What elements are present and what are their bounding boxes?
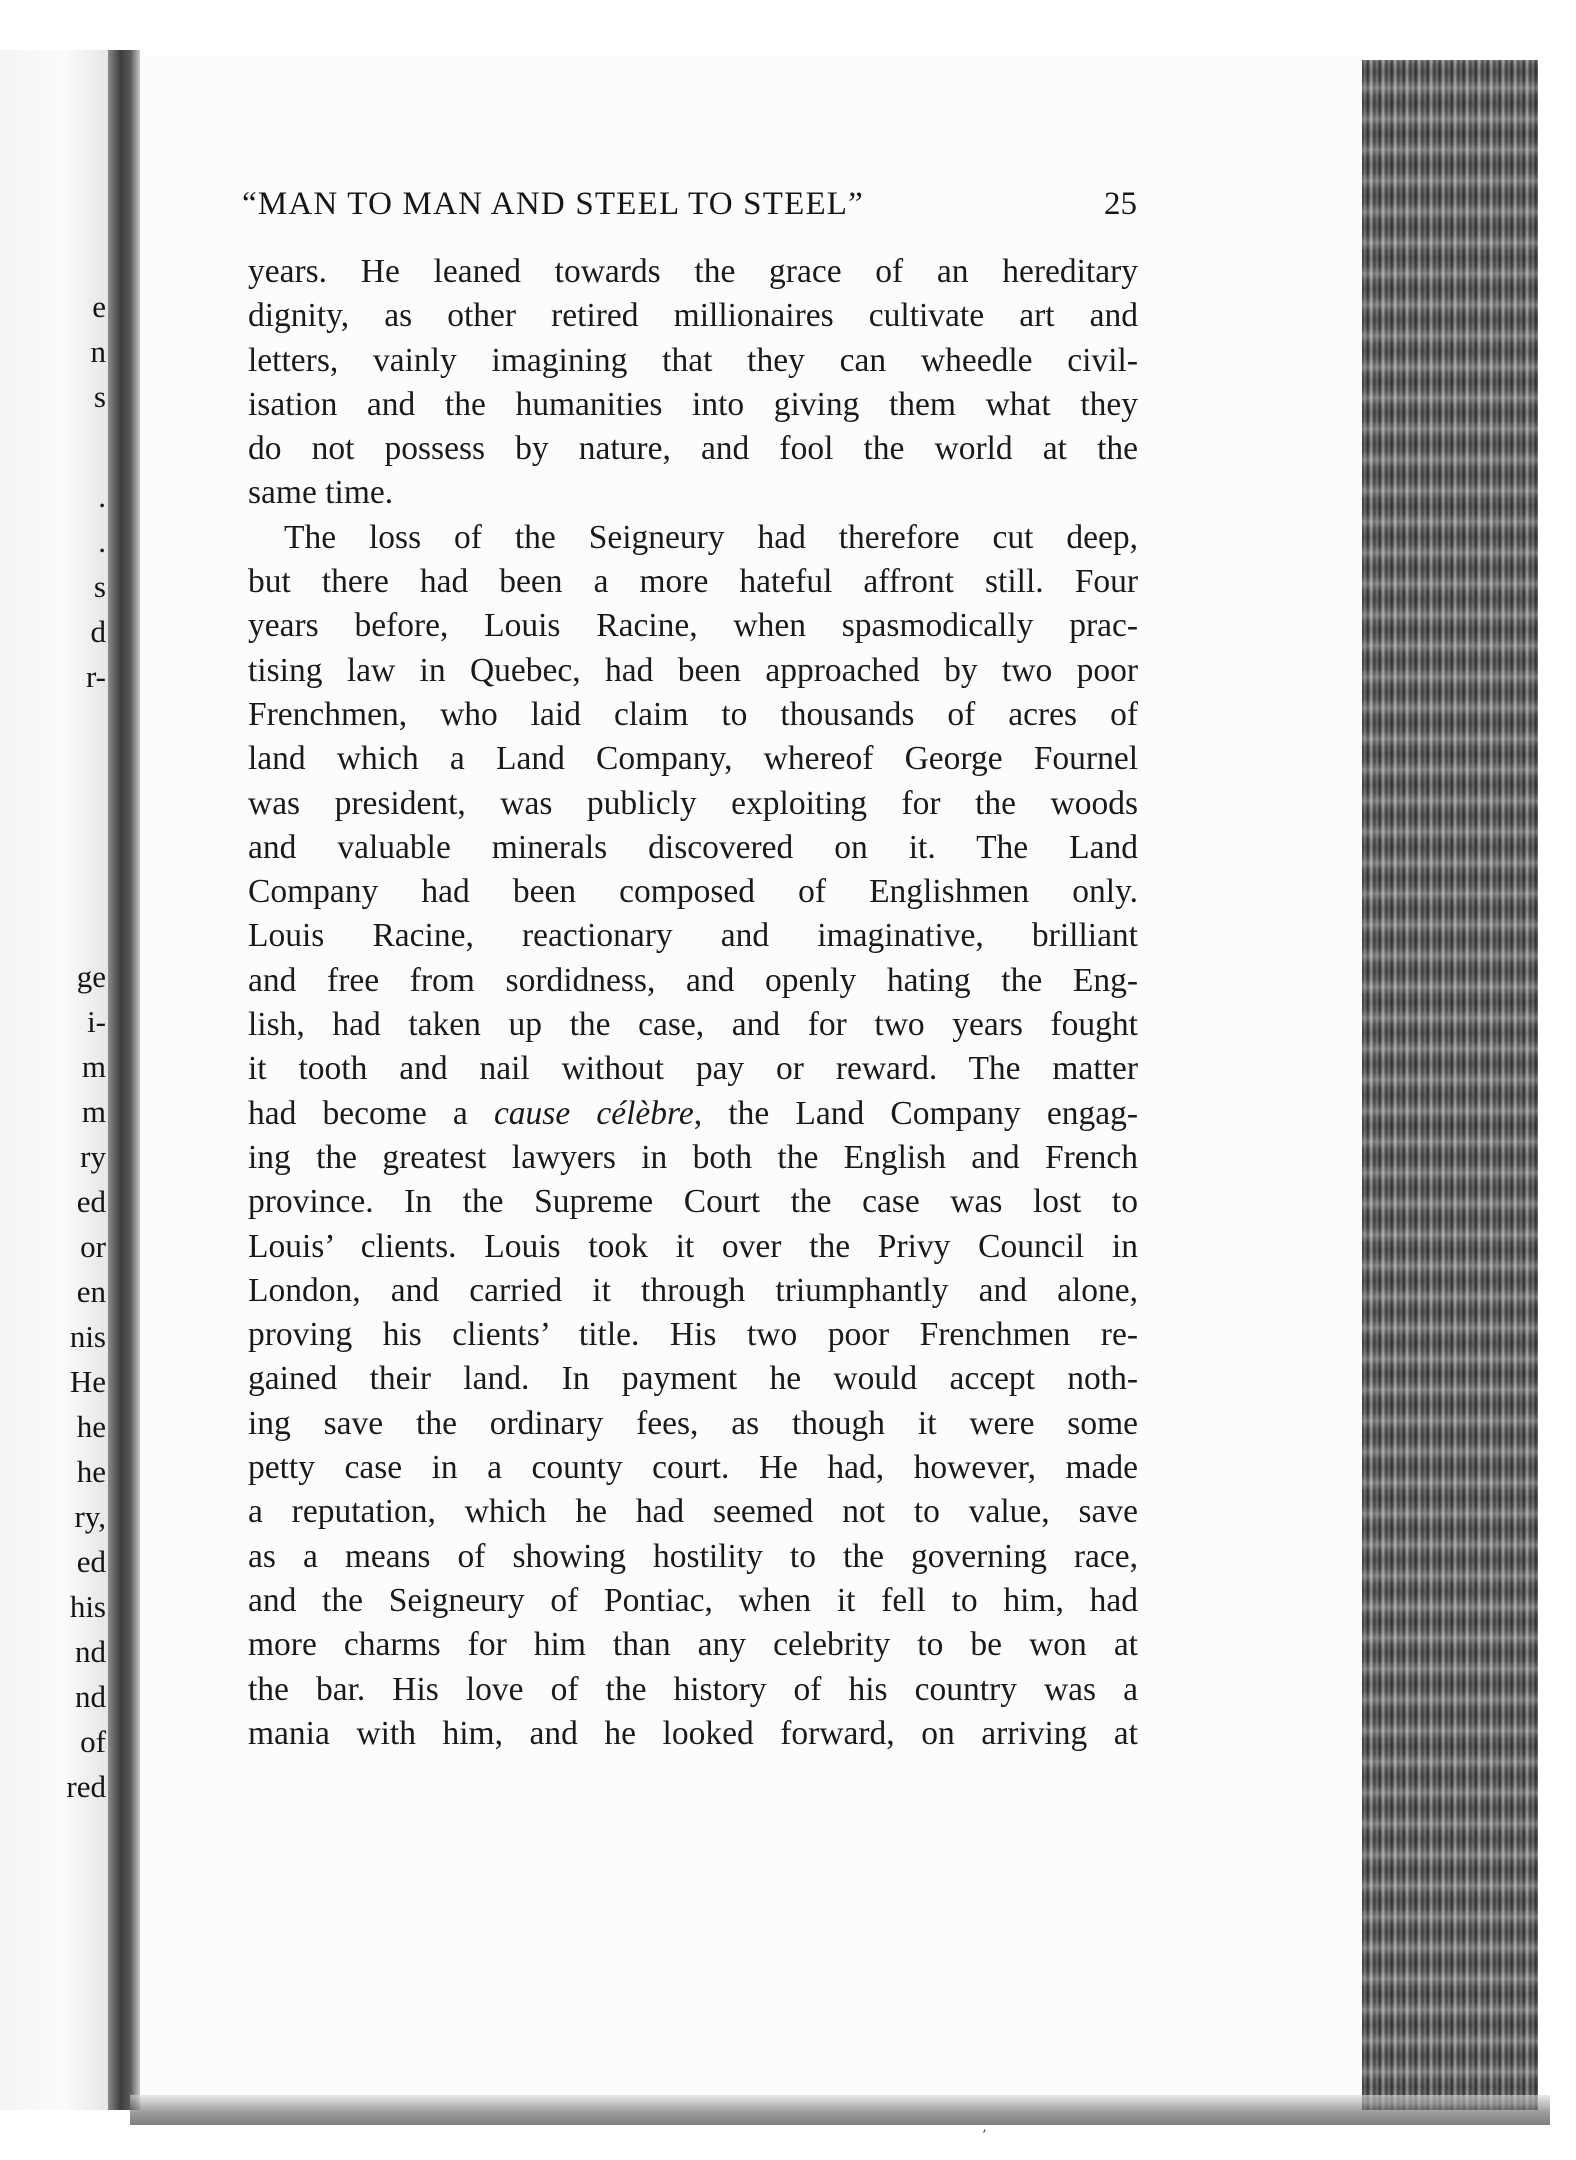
text-line: London, and carried it through triumphantly and alone, [248,1271,1138,1309]
left-facing-page [0,50,108,2110]
text-line: dignity, as other retired millionaires cultivate art and [248,297,1138,335]
text-line-italic [248,1092,1138,1136]
left-page-fragment: s [93,379,106,414]
text-line: it tooth and nail without pay or reward. The matter [248,1050,1138,1088]
left-page-fragment: ry, [74,1499,106,1534]
text-line: ing the greatest lawyers in both the English and French [248,1138,1138,1176]
left-page-fragment: nis [69,1319,106,1354]
text-line: and valuable minerals discovered on it. The Land [248,828,1138,866]
left-page-fragment: or [80,1229,106,1264]
left-page-fragment: . [98,479,106,514]
text-line: the bar. His love of the history of his country was a [248,1670,1138,1708]
text-line: years. He leaned towards the grace of an hereditary [248,253,1138,290]
left-page-fragment: nd [75,1634,106,1669]
text-line: was president, was publicly exploiting for the woods [248,784,1138,822]
body-text [248,250,1138,1756]
left-page-fragment: e [92,289,106,324]
text-line: Louis Racine, reactionary and imaginative, brilliant [248,917,1138,955]
text-line: letters, vainly imagining that they can wheedle civil- [248,341,1138,379]
text-line: mania with him, and he looked forward, on arriving at [248,1714,1138,1752]
page-fore-edge-texture [1362,60,1538,2110]
text-line: a reputation, which he had seemed not to value, save [248,1493,1138,1531]
left-page-fragment: d [90,614,106,649]
left-page-fragment: he [76,1409,106,1444]
left-page-fragment: He [69,1364,106,1399]
left-page-fragment: his [69,1589,106,1624]
text-line: but there had been a more hateful affront still. Four [248,563,1138,601]
left-page-fragment: . [98,524,106,559]
italic-phrase: cause célèbre [493,1094,694,1132]
left-page-fragment: m [81,1049,106,1084]
text-line: gained their land. In payment he would accept noth- [248,1360,1138,1398]
text-line: proving his clients’ title. His two poor Frenchmen re- [248,1316,1138,1354]
left-page-fragment: ry [80,1139,106,1174]
text-line: years before, Louis Racine, when spasmodically prac- [248,607,1138,645]
text-line: isation and the humanities into giving them what they [248,385,1138,423]
text-line: more charms for him than any celebrity to be won at [248,1626,1138,1664]
text-line: do not possess by nature, and fool the world at the [248,430,1138,468]
text-line: Louis’ clients. Louis took it over the Privy Council in [248,1227,1138,1265]
text-line: and free from sordidness, and openly hating the Eng- [248,961,1138,999]
text-line: province. In the Supreme Court the case was lost to [248,1183,1138,1221]
text-line: petty case in a county court. He had, however, made [248,1449,1138,1487]
left-page-fragment: nd [75,1679,106,1714]
text-line: and the Seigneury of Pontiac, when it fell to him, had [248,1581,1138,1619]
left-page-fragment: m [81,1094,106,1129]
left-page-fragment: s [93,569,106,604]
text-fragment: , the Land Company engag- [693,1094,1138,1132]
text-line: same time. [248,474,394,512]
left-page-fragment: he [76,1454,106,1489]
text-line: Company had been composed of Englishmen only. [248,873,1138,911]
text-line: The loss of the Seigneury had therefore cut deep, [284,518,1138,556]
running-head-title: “MAN TO MAN AND STEEL TO STEEL” [242,186,865,222]
left-page-fragment: r- [85,659,106,694]
page-number: 25 [1104,186,1137,222]
text-line: Frenchmen, who laid claim to thousands of acres of [248,695,1138,733]
scan-speck: ’ [982,2128,987,2144]
left-page-fragment: of [80,1724,106,1759]
left-page-fragment: ed [76,1184,106,1219]
left-page-fragment: ge [76,959,106,994]
text-line: land which a Land Company, whereof George Fournel [248,740,1138,778]
text-line: tising law in Quebec, had been approached by two poor [248,651,1138,689]
text-line: lish, had taken up the case, and for two years fought [248,1006,1138,1044]
text-line: as a means of showing hostility to the governing race, [248,1537,1138,1575]
left-page-fragment: ed [76,1544,106,1579]
text-fragment: had become a [248,1094,494,1132]
left-page-fragment: en [76,1274,106,1309]
text-line: ing save the ordinary fees, as though it were some [248,1404,1138,1442]
page-bottom-edge [130,2095,1550,2125]
book-gutter [108,50,140,2110]
left-page-fragment: i- [87,1004,106,1039]
left-page-fragment: n [90,334,106,369]
left-page-fragment: red [66,1769,106,1804]
